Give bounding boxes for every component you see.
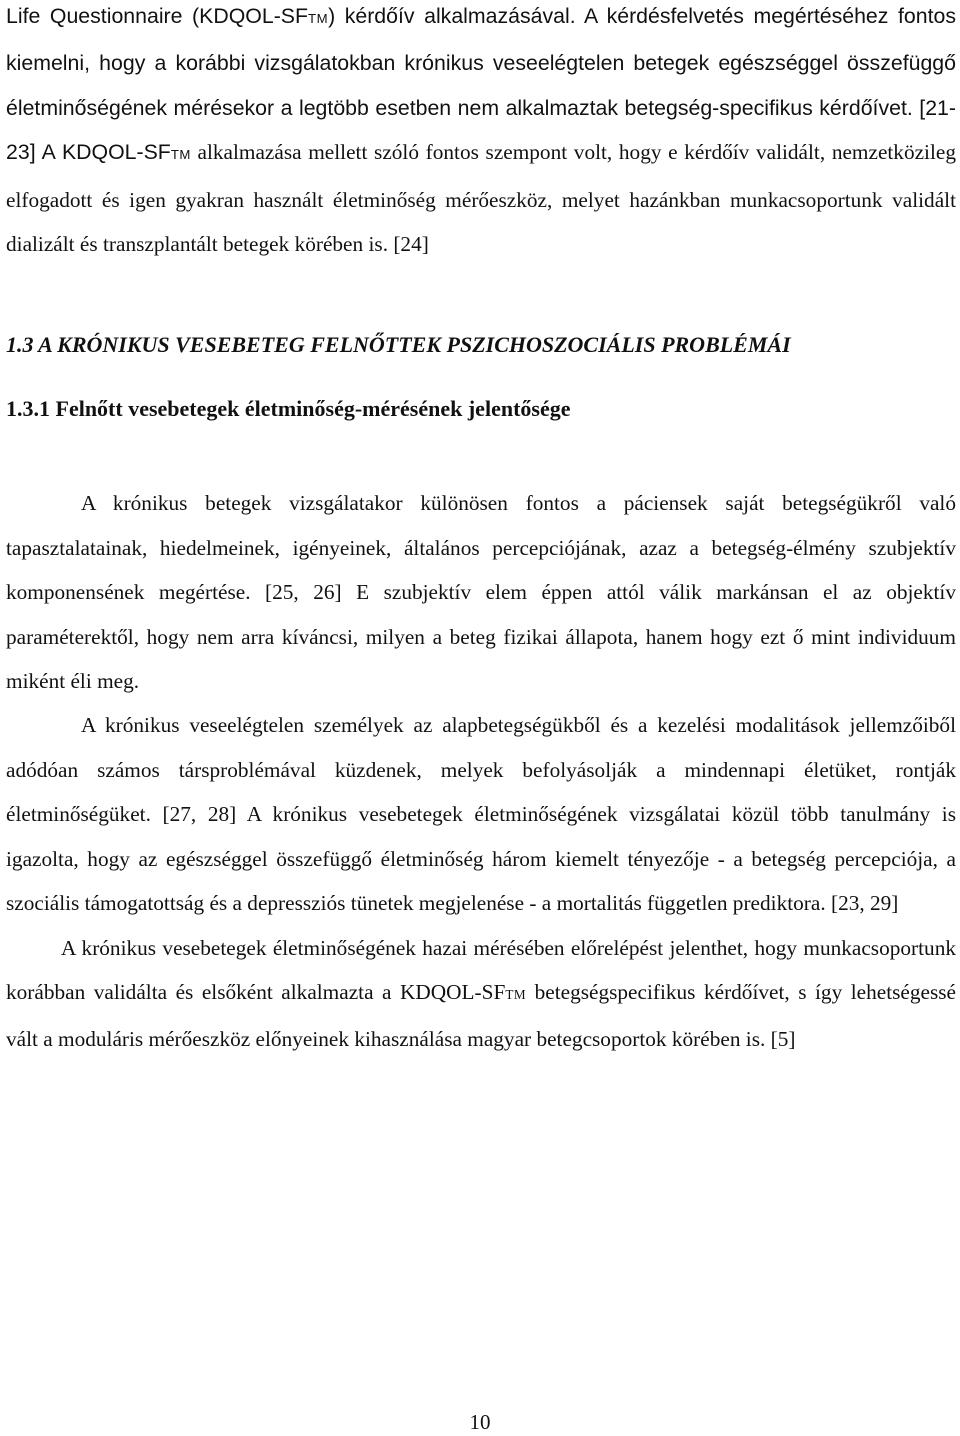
spacer <box>6 266 956 330</box>
text-run: alkalmazása mellett szóló fontos szempont volt, hogy e kérdőív validált, nemzetközileg elfogadott és igen gyakran használt életminőség mérőeszköz, melyet hazánkban munkacsoportunk validált dializált és transzplantált betegek körében is. [24] <box>6 140 956 257</box>
text-run: A krónikus vesebetegek életminőségének hazai mérésében előrelépést jelenthet, hogy munkacsoportunk korábban validálta és elsőként alkalmazta a KDQOL-SF <box>6 935 956 1004</box>
subsection-heading: 1.3.1 Felnőtt vesebetegek életminőség-mérésének jelentősége <box>6 396 571 422</box>
paragraph-illness-experience: A krónikus betegek vizsgálatakor különösen fontos a páciensek saját betegségükről való tapasztalatainak, hiedelmeinek, igényeinek, általános percepciójának, azaz a betegség-élmény szubjektív komponensének megértése. [25, 26] E szubjektív elem éppen attól válik markánsan el az objektív paraméterektől, hogy nem arra kíváncsi, milyen a beteg fizikai állapota, hanem hogy ezt ő mint individuum miként éli meg. <box>6 491 956 694</box>
spacer <box>6 424 956 481</box>
paragraph-domestic-measurement <box>6 926 956 1062</box>
text-run: [21-23] A KDQOL-SF <box>6 95 956 165</box>
text-run: ) kérdőív alkalmazásával. <box>328 4 576 28</box>
paragraph-comorbidities: A krónikus veseelégtelen személyek az alapbetegségükből és a kezelési modalitások jellemzőiből adódóan számos társproblémával küzdenek, melyek befolyásolják a mindennapi életüket, rontják életminőségüket. [27, 28] A krónikus vesebetegek életminőségének vizsgálatai közül több tanulmány is igazolta, hogy az egészséggel összefüggő életminőség három kiemelt tényezője - a betegség percepciója, a szociális támogatottság és a depressziós tünetek megjelenése - a mortalitás független prediktora. [23, 29] <box>6 713 956 916</box>
trademark-mark: TM <box>308 11 329 26</box>
section-heading: 1.3 A KRÓNIKUS VESEBETEG FELNŐTTEK PSZICHOSZOCIÁLIS PROBLÉMÁI <box>6 332 791 358</box>
trademark-mark: TM <box>170 147 191 163</box>
text-run: betegségspecifikus kérdőívet, s így lehetségessé vált a moduláris mérőeszköz előnyeinek kihasználása magyar betegcsoportok körében is. [5] <box>6 979 956 1052</box>
page-number: 10 <box>469 1410 491 1434</box>
document-page <box>6 0 956 1062</box>
spacer <box>6 360 956 394</box>
trademark-mark: TM <box>505 986 527 1002</box>
paragraph-kdqol-intro <box>6 0 956 266</box>
text-run: A kérdésfelvetés megértéséhez fontos kiemelni, hogy a korábbi vizsgálatokban krónikus veseelégtelen betegek egészséggel összefüggő életminőségének mérésekor a legtöbb esetben nem alkalmaztak betegség-specifikus kérdőívet. <box>6 4 956 120</box>
text-run: Life Questionnaire (KDQOL-SF <box>6 4 309 28</box>
